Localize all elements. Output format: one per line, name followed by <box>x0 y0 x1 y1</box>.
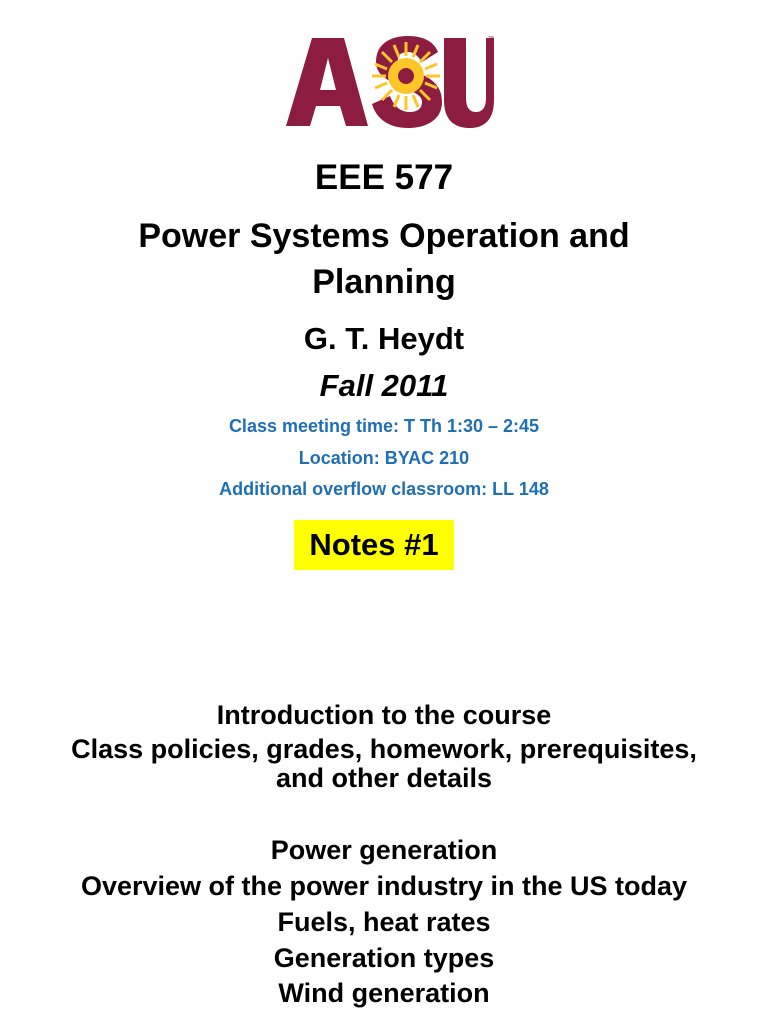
topic-line: Introduction to the course <box>216 700 552 730</box>
notes-label: Notes #1 <box>309 527 439 562</box>
topic-line: Wind generation <box>278 978 490 1008</box>
course-title-line1: Power Systems Operation and <box>138 217 630 255</box>
logo-letter-a <box>286 38 368 126</box>
svg-text:™: ™ <box>488 36 494 42</box>
topic-line: Overview of the power industry in the US today <box>80 871 688 901</box>
overflow-classroom: Additional overflow classroom: LL 148 <box>219 479 549 499</box>
topic-line: Fuels, heat rates <box>277 907 491 937</box>
sunburst-icon <box>372 42 440 110</box>
instructor-name: G. T. Heydt <box>303 321 465 356</box>
topic-line: Class policies, grades, homework, prerequisites, <box>71 734 697 764</box>
topic-line: Generation types <box>273 943 495 973</box>
asu-logo <box>282 32 496 130</box>
course-code: EEE 577 <box>314 158 454 197</box>
asu-logo-graphic <box>282 32 496 130</box>
logo-letter-u <box>444 38 494 128</box>
term: Fall 2011 <box>319 368 449 403</box>
topic-line: Power generation <box>270 835 498 865</box>
class-meeting-time: Class meeting time: T Th 1:30 – 2:45 <box>228 416 540 436</box>
course-title-line2: Planning <box>312 263 456 301</box>
topic-line: and other details <box>275 763 493 793</box>
class-location: Location: BYAC 210 <box>298 448 470 468</box>
